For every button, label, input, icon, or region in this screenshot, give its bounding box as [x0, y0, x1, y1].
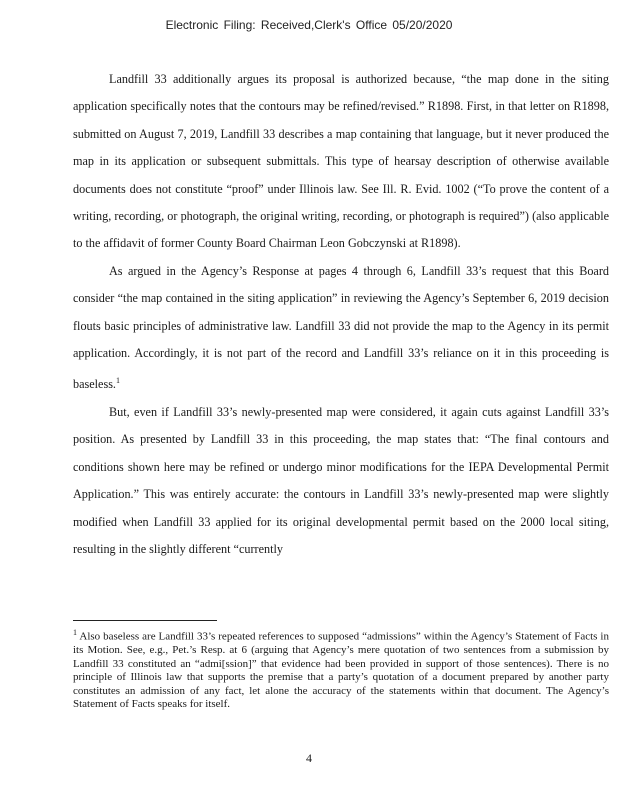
paragraph-3: But, even if Landfill 33’s newly-presented map were considered, it again cuts against Landfill 33’s position. As presented by Landfill 33 in this proceeding, the map states that: “The final contours and conditions shown here may be refined or undergo minor modifications for the IEPA Developmental Permit Application.” This was entirely accurate: the contours in Landfill 33’s newly-presented map were slightly modified when Landfill 33 applied for its original developmental permit based on the 2000 local siting, resulting in the slightly different “currently	[73, 404, 609, 556]
footnote	[73, 626, 609, 712]
footnote-divider	[73, 620, 217, 621]
paragraph-2-text: As argued in the Agency’s Response at pages 4 through 6, Landfill 33’s request that this Board consider “the map contained in the siting application” in reviewing the Agency’s September 6, 2019 decision flouts basic principles of administrative law. Landfill 33 did not provide the map to the Agency in its permit application. Accordingly, it is not part of the record and Landfill 33’s reliance on it in this proceeding is baseless.	[73, 263, 609, 392]
footnote-text: Also baseless are Landfill 33’s repeated references to supposed “admissions” within the Agency’s Statement of Facts in its Motion. See, e.g., Pet.’s Resp. at 6 (arguing that Agency’s mere quotation of two sentences from a submission by Landfill 33 constituted an “admi[ssion]” that evidence had been provided in support of those sentences). There is no principle of Illinois law that supports the premise that a party’s quotation of a document prepared by another party constitutes an admission of any fact, let alone the accuracy of the statements within that document. The Agency’s Statement of Facts speaks for itself.	[73, 630, 609, 711]
paragraph-1: Landfill 33 additionally argues its proposal is authorized because, “the map done in the siting application specifically notes that the contours may be refined/revised.” R1898. First, in that letter on R1898, submitted on August 7, 2019, Landfill 33 describes a map containing that language, but it never produced the map in its application or subsequent submittals. This type of hearsay description of otherwise available documents does not constitute “proof” under Illinois law. See Ill. R. Evid. 1002 (“To prove the content of a writing, recording, or photograph, the original writing, recording, or photograph is required”) (also applicable to the affidavit of former County Board Chairman Leon Gobczynski at R1898).	[73, 72, 609, 251]
filing-stamp-header: Electronic Filing: Received,Clerk's Office 05/20/2020	[165, 18, 453, 32]
document-body	[73, 66, 609, 563]
page-number: 4	[306, 751, 312, 765]
paragraph-2	[73, 258, 609, 399]
footnote-reference: 1	[115, 376, 120, 386]
footnote-marker: 1	[73, 628, 77, 637]
